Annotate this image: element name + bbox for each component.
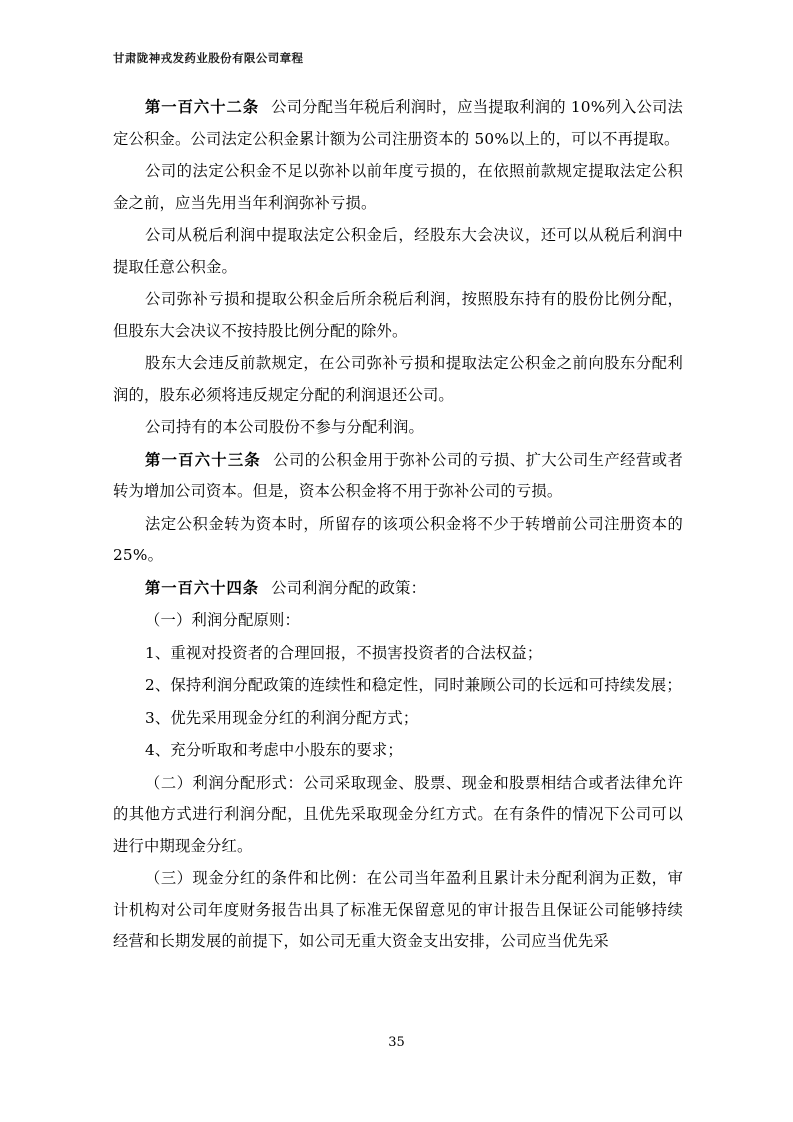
paragraph-p164-1-2 <box>113 670 683 702</box>
paragraph-text: 2、保持利润分配政策的连续性和稳定性，同时兼顾公司的长远和可持续发展； <box>145 676 682 694</box>
paragraph-text: （三）现金分红的条件和比例：在公司当年盈利且累计未分配利润为正数，审计机构对公司年度财务报告出具了标准无保留意见的审计报告且保证公司能够持续经营和长期发展的前提下，如公司无重大资金支出安排，公司应当优先采 <box>113 869 683 950</box>
paragraph-text: 股东大会违反前款规定，在公司弥补亏损和提取法定公积金之前向股东分配利润的，股东必须将违反规定分配的利润退还公司。 <box>113 354 683 404</box>
paragraph-p162-3 <box>113 220 683 283</box>
article-title: 第一百六十三条 <box>145 450 261 469</box>
page-header: 甘肃陇神戎发药业股份有限公司章程 <box>113 51 304 65</box>
article-title: 第一百六十二条 <box>145 98 260 116</box>
paragraph-p164-1-4 <box>113 735 683 767</box>
paragraph-p164-1 <box>113 605 683 637</box>
paragraph-art162 <box>113 92 683 155</box>
paragraph-p164-1-1 <box>113 638 683 670</box>
paragraph-text: 公司从税后利润中提取法定公积金后，经股东大会决议，还可以从税后利润中提取任意公积金。 <box>113 226 683 276</box>
paragraph-text: 公司弥补亏损和提取公积金后所余税后利润，按照股东持有的股份比例分配，但股东大会决议不按持股比例分配的除外。 <box>113 290 683 340</box>
paragraph-text: 公司持有的本公司股份不参与分配利润。 <box>145 418 424 436</box>
paragraph-p162-5 <box>113 348 683 411</box>
paragraph-art164 <box>113 573 683 605</box>
paragraph-text: （一）利润分配原则： <box>145 611 300 629</box>
paragraph-text: 3、优先采用现金分红的利润分配方式； <box>145 708 419 727</box>
document-body <box>113 92 683 959</box>
paragraph-p164-2 <box>113 768 683 863</box>
article-title: 第一百六十四条 <box>145 578 260 597</box>
page-number: 35 <box>388 1035 405 1050</box>
paragraph-text: 公司的法定公积金不足以弥补以前年度亏损的，在依照前款规定提取法定公积金之前，应当先用当年利润弥补亏损。 <box>113 162 683 212</box>
paragraph-text: 1、重视对投资者的合理回报，不损害投资者的合法权益； <box>145 643 543 662</box>
paragraph-text: 公司利润分配的政策： <box>271 578 427 597</box>
paragraph-text: 法定公积金转为资本时，所留存的该项公积金将不少于转增前公司注册资本的 25%。 <box>113 514 683 564</box>
paragraph-p164-3 <box>113 863 683 958</box>
paragraph-p164-1-3 <box>113 703 683 735</box>
paragraph-text: 公司分配当年税后利润时，应当提取利润的 10%列入公司法定公积金。公司法定公积金累计额为公司注册资本的 50%以上的，可以不再提取。 <box>113 98 683 148</box>
paragraph-p162-4 <box>113 284 683 347</box>
paragraph-p162-6 <box>113 412 683 444</box>
paragraph-p163-2 <box>113 509 683 572</box>
paragraph-text: 公司的公积金用于弥补公司的亏损、扩大公司生产经营或者转为增加公司资本。但是，资本公积金将不用于弥补公司的亏损。 <box>113 450 683 500</box>
paragraph-text: （二）利润分配形式：公司采取现金、股票、现金和股票相结合或者法律允许的其他方式进行利润分配，且优先采取现金分红方式。在有条件的情况下公司可以进行中期现金分红。 <box>113 773 683 855</box>
paragraph-p162-2 <box>113 156 683 219</box>
paragraph-text: 4、充分听取和考虑中小股东的要求； <box>145 741 403 759</box>
paragraph-art163 <box>113 445 683 508</box>
